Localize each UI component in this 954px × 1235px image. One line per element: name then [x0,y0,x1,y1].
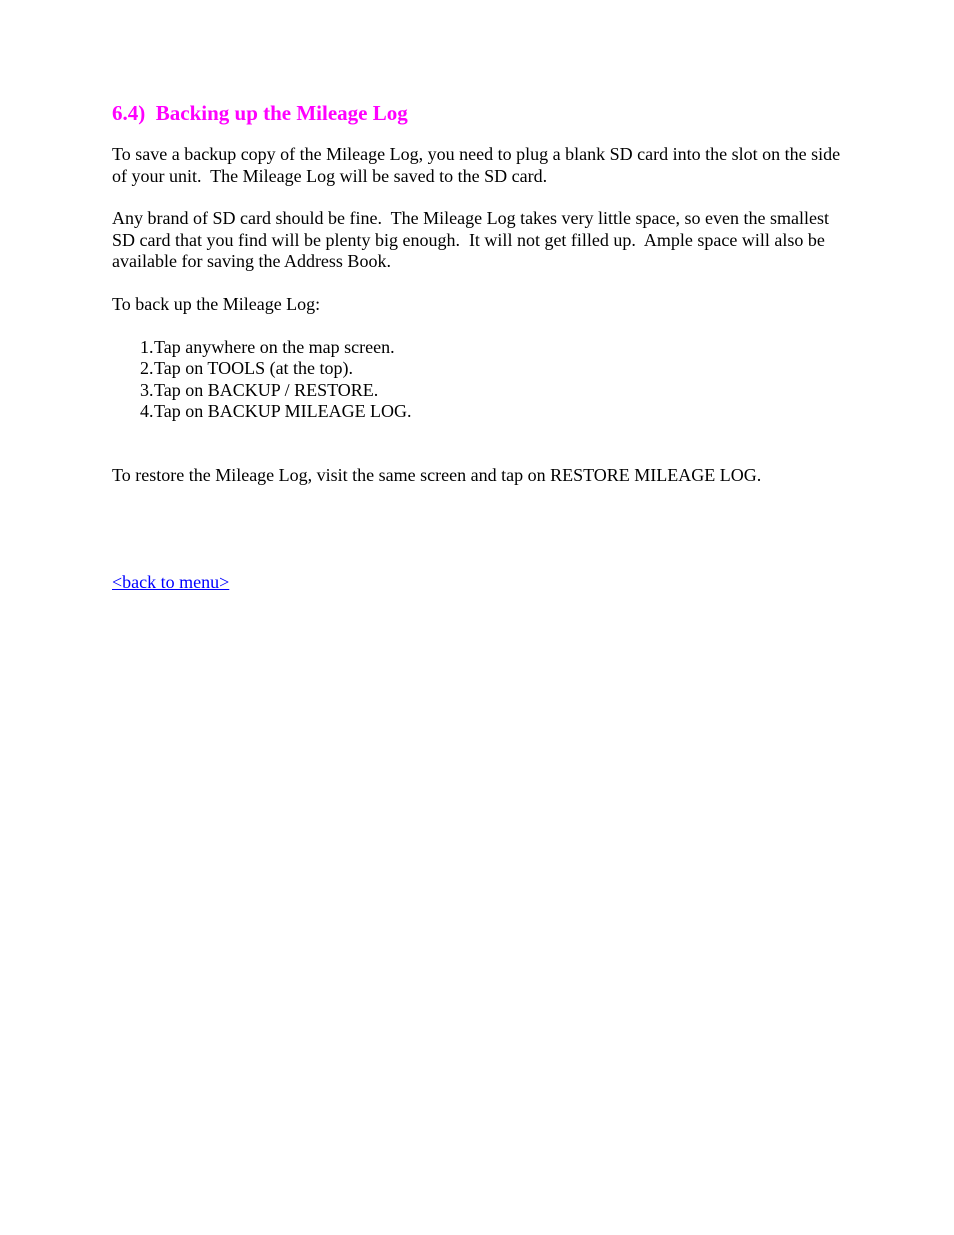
list-item [112,401,852,422]
document-page [112,100,852,593]
step-text: Tap on BACKUP MILEAGE LOG. [154,400,412,421]
list-item [112,358,852,379]
instructions-lead: To back up the Mileage Log: [112,293,321,314]
step-number: 4. [140,400,154,421]
restore-paragraph: To restore the Mileage Log, visit the same screen and tap on RESTORE MILEAGE LOG. [112,465,762,486]
step-text: Tap on TOOLS (at the top). [154,358,354,379]
step-number: 2. [140,358,154,379]
step-text: Tap on BACKUP / RESTORE. [154,379,379,400]
list-item [112,337,852,358]
sd-card-paragraph: Any brand of SD card should be fine. The Mileage Log takes very little space, so even the smallest SD card that you find will be plenty big enough. It will not get filled up. Ample space will also be available for saving the Address Book. [112,208,834,271]
section-heading: 6.4) Backing up the Mileage Log [112,101,408,125]
step-text: Tap anywhere on the map screen. [154,337,395,357]
step-number: 3. [140,379,154,400]
step-number: 1. [140,337,154,357]
back-to-menu-link[interactable]: <back to menu> [112,571,230,592]
intro-paragraph: To save a backup copy of the Mileage Log, you need to plug a blank SD card into the slot on the side of your unit. The Mileage Log will be saved to the SD card. [112,144,845,186]
list-item [112,380,852,401]
backup-steps-list [112,337,852,422]
